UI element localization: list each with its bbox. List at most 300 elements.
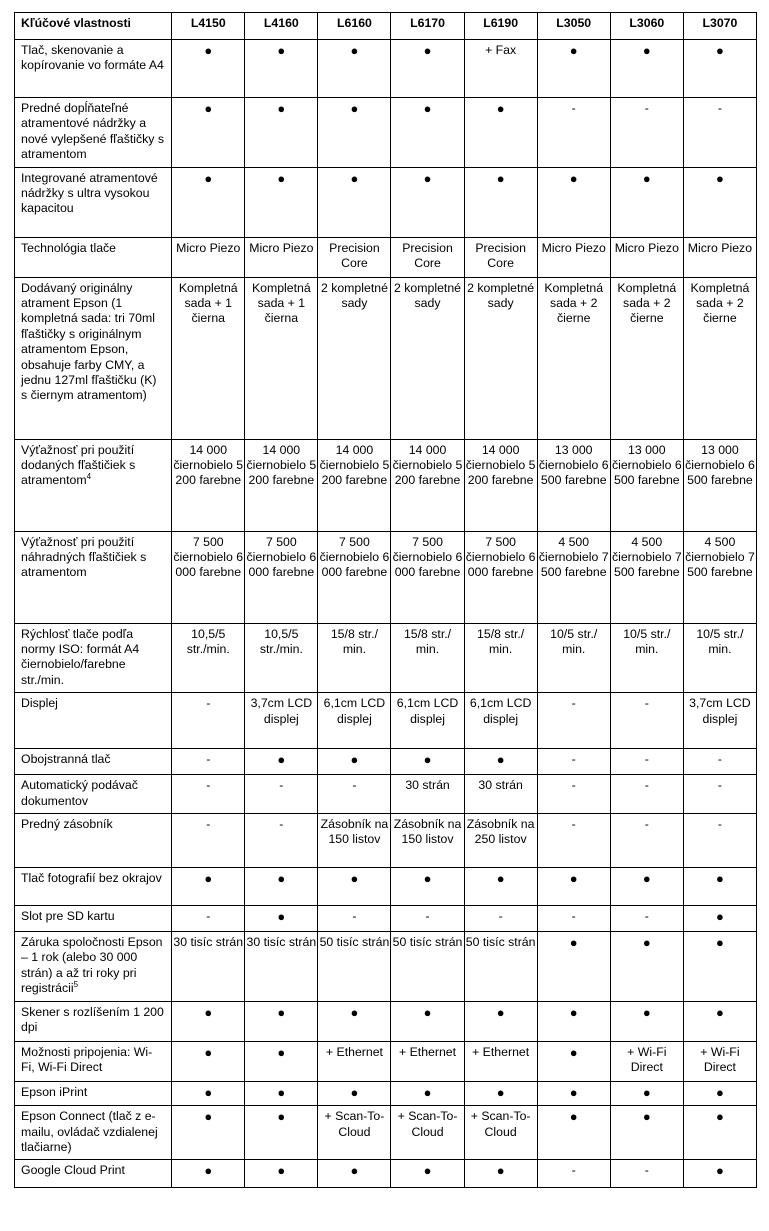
bullet-icon: ● [423,43,432,58]
cell-value: - [206,752,211,767]
value-cell [610,98,683,168]
value-cell [610,868,683,906]
bullet-icon: ● [496,1004,505,1020]
value-cell [172,277,245,439]
value-cell [391,932,464,1002]
cell-value: - [571,778,576,793]
table-row [15,749,757,775]
table-row [15,1106,757,1160]
value-cell [464,167,537,237]
value-cell [537,531,610,623]
cell-value: - [498,909,503,924]
value-cell [172,906,245,932]
value-cell [610,1001,683,1041]
feature-label: Dodávaný originálny atrament Epson (1 kompletná sada: tri 70ml fľaštičky s originálnym atramentom Epson, obsahuje farby CMY, a jednu 127ml fľaštičku (K) s čiernym atramentom) [21,280,157,403]
header-model-l6160: L6160 [318,13,391,40]
header-row [15,13,757,40]
value-cell [683,277,756,439]
bullet-icon: ● [423,170,432,186]
table-row [15,906,757,932]
value-cell [318,693,391,749]
header-model-l3070: L3070 [683,13,756,40]
value-cell [610,277,683,439]
cell-value: Micro Piezo [614,240,679,255]
bullet-icon: ● [204,170,213,186]
value-cell [683,906,756,932]
bullet-icon: ● [569,1084,578,1100]
cell-value: - [352,909,357,924]
value-cell [245,623,318,693]
value-cell [172,932,245,1002]
value-cell [537,1001,610,1041]
bullet-icon: ● [496,170,505,186]
cell-value: 30 tisíc strán [173,935,244,950]
cell-value: - [571,817,576,832]
bullet-icon: ● [350,752,359,768]
value-cell [537,1041,610,1081]
cell-value: 3,7cm LCD displej [250,696,313,726]
bullet-icon: ● [716,1109,724,1125]
cell-value: 13 000 čiernobielo 6 500 farebne [611,442,682,488]
value-cell [172,98,245,168]
cell-value: 3,7cm LCD displej [689,696,751,726]
cell-value: + Fax [485,43,517,57]
value-cell [537,167,610,237]
cell-value: - [206,778,211,793]
table-row [15,693,757,749]
bullet-icon: ● [204,1084,213,1100]
header-model-l4160: L4160 [245,13,318,40]
cell-value: - [644,1163,649,1178]
cell-value: 4 500 čiernobielo 7 500 farebne [611,534,682,580]
table-row [15,868,757,906]
cell-value: - [717,817,722,832]
value-cell [245,531,318,623]
bullet-icon: ● [277,871,286,887]
value-cell [172,237,245,277]
cell-value: Micro Piezo [176,240,241,255]
value-cell [172,167,245,237]
cell-value: Kompletná sada + 2 čierne [690,280,750,326]
value-cell [683,1001,756,1041]
cell-value: - [279,778,284,793]
value-cell [537,693,610,749]
value-cell [537,277,610,439]
bullet-icon: ● [642,1109,651,1125]
bullet-icon: ● [204,1163,213,1179]
bullet-icon: ● [716,1163,724,1179]
value-cell [683,40,756,98]
cell-value: 10/5 str./ min. [550,626,598,657]
cell-value: - [279,817,284,832]
value-cell [464,40,537,98]
table-body [15,40,757,1188]
value-cell [391,237,464,277]
feature-label-cell [15,167,172,237]
value-cell [610,1106,683,1160]
cell-value: - [352,778,357,793]
cell-value: 4 500 čiernobielo 7 500 farebne [685,534,755,580]
bullet-icon: ● [277,1044,286,1060]
bullet-icon: ● [277,1163,286,1179]
feature-label-cell [15,1106,172,1160]
feature-label: Výťažnosť pri použití dodaných fľaštičiek s atramentom [21,442,136,488]
value-cell [318,277,391,439]
cell-value: 6,1cm LCD displej [469,696,532,726]
cell-value: 7 500 čiernobielo 6 000 farebne [392,534,463,580]
value-cell [245,775,318,814]
cell-value: 7 500 čiernobielo 6 000 farebne [319,534,390,580]
bullet-icon: ● [277,909,286,925]
value-cell [464,277,537,439]
value-cell [391,1160,464,1188]
cell-value: Zásobník na 250 listov [466,817,535,847]
table-row [15,932,757,1002]
value-cell [683,237,756,277]
cell-value: + Ethernet [398,1044,457,1059]
bullet-icon: ● [496,1163,505,1179]
value-cell [683,693,756,749]
value-cell [464,623,537,693]
value-cell [537,98,610,168]
value-cell [245,40,318,98]
bullet-icon: ● [496,752,505,768]
value-cell [610,40,683,98]
value-cell [318,623,391,693]
value-cell [245,1160,318,1188]
value-cell [245,749,318,775]
bullet-icon: ● [204,1109,213,1125]
table-row [15,531,757,623]
value-cell [464,98,537,168]
value-cell [245,98,318,168]
value-cell [245,1106,318,1160]
cell-value: 14 000 čiernobielo 5 200 farebne [465,442,536,488]
cell-value: Precision Core [475,240,526,271]
footnote-ref: 4 [86,472,92,482]
cell-value: 50 tisíc strán [465,935,536,950]
cell-value: 7 500 čiernobielo 6 000 farebne [173,534,244,580]
cell-value: + Wi-Fi Direct [700,1044,740,1075]
value-cell [172,814,245,868]
cell-value: Precision Core [402,240,453,271]
bullet-icon: ● [204,101,213,116]
cell-value: 2 kompletné sady [467,280,535,311]
value-cell [172,439,245,531]
header-model-l3060: L3060 [610,13,683,40]
bullet-icon: ● [204,871,213,887]
bullet-icon: ● [350,1084,359,1100]
cell-value: Micro Piezo [541,240,606,255]
bullet-icon: ● [423,1004,432,1020]
cell-value: - [571,696,576,711]
bullet-icon: ● [350,871,359,887]
value-cell [318,531,391,623]
bullet-icon: ● [350,1004,359,1020]
bullet-icon: ● [277,1004,286,1020]
cell-value: 14 000 čiernobielo 5 200 farebne [319,442,390,488]
value-cell [172,693,245,749]
bullet-icon: ● [277,1109,286,1125]
bullet-icon: ● [716,1084,724,1100]
cell-value: 14 000 čiernobielo 5 200 farebne [173,442,244,488]
bullet-icon: ● [716,1004,724,1020]
cell-value: 15/8 str./ min. [403,626,452,657]
feature-label: Automatický podávač dokumentov [21,778,138,808]
value-cell [245,814,318,868]
cell-value: Kompletná sada + 2 čierne [544,280,604,326]
value-cell [245,237,318,277]
cell-value: 2 kompletné sady [320,280,388,311]
cell-value: 7 500 čiernobielo 6 000 farebne [246,534,317,580]
bullet-icon: ● [496,101,505,116]
value-cell [318,1160,391,1188]
cell-value: - [644,696,649,711]
value-cell [683,1106,756,1160]
cell-value: 10,5/5 str./min. [259,626,303,657]
value-cell [318,814,391,868]
table-row [15,1001,757,1041]
value-cell [537,749,610,775]
bullet-icon: ● [642,871,651,887]
feature-label-cell [15,1041,172,1081]
value-cell [391,1001,464,1041]
value-cell [610,1041,683,1081]
cell-value: 15/8 str./ min. [477,626,525,657]
value-cell [391,1041,464,1081]
value-cell [172,749,245,775]
cell-value: - [206,696,211,711]
header-model-l6190: L6190 [464,13,537,40]
value-cell [537,775,610,814]
feature-label: Výťažnosť pri použití náhradných fľaštičiek s atramentom [21,534,147,580]
cell-value: + Scan-To-Cloud [324,1109,385,1139]
cell-value: 30 strán [478,778,523,793]
header-model-l4150: L4150 [172,13,245,40]
feature-label-cell [15,932,172,1002]
value-cell [537,40,610,98]
table-row [15,40,757,98]
feature-label: Záruka spoločnosti Epson – 1 rok (alebo 30 000 strán) a až tri roky pri registrácii [21,935,163,996]
cell-value: - [425,909,430,924]
cell-value: - [571,1163,576,1178]
value-cell [610,932,683,1002]
table-row [15,623,757,693]
value-cell [464,237,537,277]
value-cell [683,814,756,868]
value-cell [537,237,610,277]
feature-label: Predné dopĺňateľné atramentové nádržky a nové vylepšené fľaštičky s atramentom [21,101,165,162]
value-cell [391,693,464,749]
value-cell [172,40,245,98]
value-cell [610,814,683,868]
value-cell [610,749,683,775]
cell-value: - [571,101,576,115]
cell-value: 2 kompletné sady [394,280,462,311]
table-row [15,167,757,237]
value-cell [172,1106,245,1160]
value-cell [172,775,245,814]
feature-label: Rýchlosť tlače podľa normy ISO: formát A4 čiernobielo/farebne str./min. [21,626,140,687]
value-cell [683,623,756,693]
value-cell [245,277,318,439]
cell-value: - [644,909,649,924]
feature-label-cell [15,814,172,868]
table-row [15,1041,757,1081]
value-cell [610,237,683,277]
bullet-icon: ● [204,1004,213,1020]
feature-label-cell [15,40,172,98]
value-cell [391,814,464,868]
value-cell [610,531,683,623]
value-cell [172,623,245,693]
value-cell [464,868,537,906]
value-cell [172,1001,245,1041]
value-cell [391,40,464,98]
bullet-icon: ● [716,43,724,58]
bullet-icon: ● [350,101,359,116]
bullet-icon: ● [569,1109,578,1125]
value-cell [245,693,318,749]
value-cell [245,1081,318,1105]
cell-value: - [571,752,576,767]
value-cell [537,1160,610,1188]
cell-value: 10/5 str./ min. [696,626,744,657]
value-cell [172,1081,245,1105]
bullet-icon: ● [642,1084,651,1100]
feature-label-cell [15,693,172,749]
value-cell [318,1081,391,1105]
value-cell [464,1081,537,1105]
value-cell [318,439,391,531]
feature-label-cell [15,1081,172,1105]
value-cell [245,439,318,531]
feature-label-cell [15,1001,172,1041]
cell-value: 13 000 čiernobielo 6 500 farebne [685,442,755,488]
value-cell [683,868,756,906]
cell-value: 7 500 čiernobielo 6 000 farebne [465,534,536,580]
bullet-icon: ● [277,43,286,58]
feature-label-cell [15,868,172,906]
value-cell [318,932,391,1002]
feature-label: Skener s rozlíšením 1 200 dpi [21,1004,164,1035]
value-cell [391,749,464,775]
feature-label: Epson iPrint [21,1084,88,1099]
value-cell [318,1106,391,1160]
table-row [15,98,757,168]
bullet-icon: ● [569,871,578,887]
comparison-table [14,12,757,1188]
value-cell [464,814,537,868]
feature-label-cell [15,1160,172,1188]
value-cell [683,1160,756,1188]
value-cell [318,237,391,277]
feature-label: Tlač fotografií bez okrajov [21,871,162,886]
bullet-icon: ● [642,1004,651,1020]
value-cell [683,98,756,168]
cell-value: - [717,752,722,767]
cell-value: - [644,752,649,767]
value-cell [610,167,683,237]
cell-value: - [717,778,722,793]
value-cell [172,531,245,623]
header-model-l3050: L3050 [537,13,610,40]
bullet-icon: ● [277,1084,286,1100]
value-cell [245,906,318,932]
footnote-ref: 5 [73,980,79,990]
value-cell [464,1106,537,1160]
value-cell [391,167,464,237]
feature-label: Epson Connect (tlač z e-mailu, ovládač vzdialenej tlačiarne) [21,1109,158,1154]
value-cell [610,693,683,749]
value-cell [683,932,756,1002]
bullet-icon: ● [642,43,651,58]
value-cell [318,868,391,906]
value-cell [537,1106,610,1160]
bullet-icon: ● [569,43,578,58]
table-row [15,439,757,531]
bullet-icon: ● [496,1084,505,1100]
bullet-icon: ● [569,1044,578,1060]
value-cell [391,775,464,814]
value-cell [172,1041,245,1081]
value-cell [318,906,391,932]
value-cell [464,693,537,749]
value-cell [464,1001,537,1041]
bullet-icon: ● [642,935,651,951]
value-cell [245,1041,318,1081]
feature-label-cell [15,906,172,932]
value-cell [683,439,756,531]
value-cell [683,1041,756,1081]
cell-value: 6,1cm LCD displej [396,696,459,726]
feature-label-cell [15,623,172,693]
feature-label: Google Cloud Print [21,1163,125,1178]
feature-label: Možnosti pripojenia: Wi-Fi, Wi-Fi Direct [21,1044,153,1075]
value-cell [683,749,756,775]
value-cell [464,932,537,1002]
bullet-icon: ● [277,170,286,186]
value-cell [683,167,756,237]
feature-label-cell [15,237,172,277]
value-cell [245,1001,318,1041]
cell-value: 4 500 čiernobielo 7 500 farebne [538,534,609,580]
cell-value: Kompletná sada + 1 čierna [251,280,311,326]
cell-value: Kompletná sada + 2 čierne [617,280,677,326]
value-cell [391,623,464,693]
value-cell [391,277,464,439]
value-cell [610,1081,683,1105]
table-row [15,775,757,814]
value-cell [537,814,610,868]
cell-value: Zásobník na 150 listov [393,817,462,847]
bullet-icon: ● [423,1084,432,1100]
value-cell [464,906,537,932]
feature-label-cell [15,277,172,439]
bullet-icon: ● [716,871,724,887]
bullet-icon: ● [204,1044,213,1060]
cell-value: - [206,817,211,832]
value-cell [464,439,537,531]
value-cell [318,775,391,814]
bullet-icon: ● [716,170,724,186]
value-cell [610,775,683,814]
value-cell [318,40,391,98]
value-cell [537,932,610,1002]
value-cell [318,98,391,168]
value-cell [610,439,683,531]
feature-label: Tlač, skenovanie a kopírovanie vo formáte A4 [21,43,164,73]
